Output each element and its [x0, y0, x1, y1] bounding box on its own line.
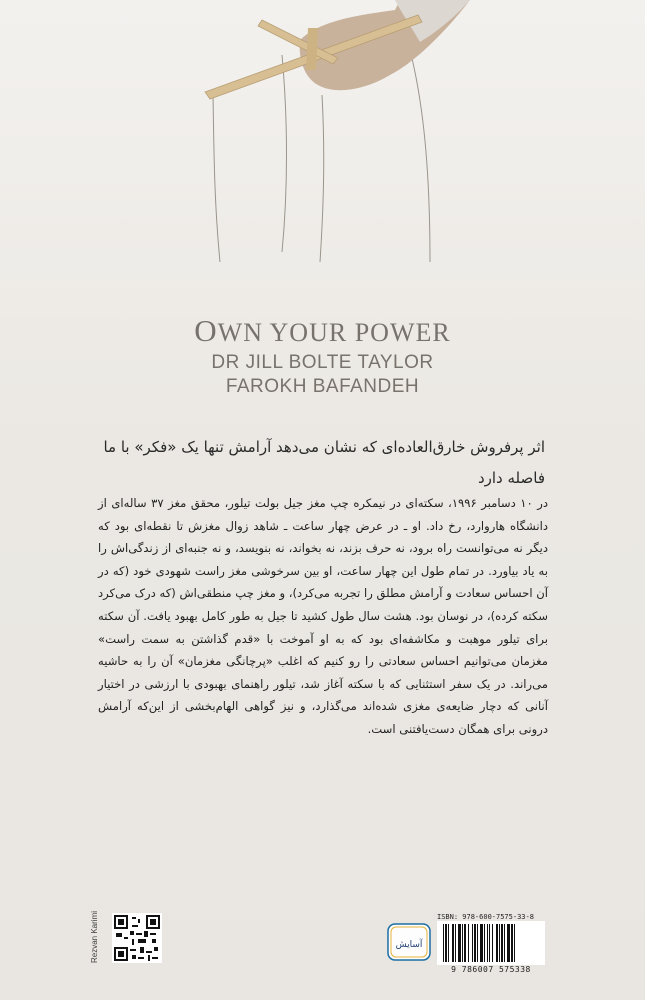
book-description: در ۱۰ دسامبر ۱۹۹۶، سکته‌ای در نیمکره چپ مغز جیل بولت تیلور، محقق مغز ۳۷ ساله‌ای از دانشگاه هاروارد، رخ داد. او ـ در عرض چهار ساعت ـ شاهد زوال مغزش تا نقطه‌ای بود که دیگر نه می‌توانست راه برود، نه حرف بزند، نه بخواند، نه بنویسد، و نه جنبه‌ای از زندگی‌اش را به یاد بیاورد. در تمام طول این چهار ساعت، او بین سرخوشی مغز راست شهودی خود (که در آن احساس سعادت و آرامش مطلق را تجربه می‌کرد)، و مغز چپ منطقی‌اش (که درک می‌کرد سکته کرده)، در نوسان بود. هشت سال طول کشید تا جیل به طور کامل بهبود یافت. آن سکته برای تیلور موهبت و مکاشفه‌ای بود که به او آموخت با «قدم گذاشتن به سمت راست» مغزمان می‌توانیم احساس سعادتی را رو کنیم که اغلب «پرچانگی مغزمان» آن را به حاشیه می‌راند. در یک سفر استثنایی که با سکته آغاز شد، تیلور راهنمای بهبودی با ارزشی در اختیار آنانی که دچار ضایعه‌ی مغزی شده‌اند می‌گذارد، و نیز گواهی الهام‌بخشی از این‌که آرامش درونی برای همگان دست‌یافتنی است.: [98, 496, 549, 736]
qr-code: [112, 913, 162, 963]
title-initial: O: [194, 313, 218, 348]
marionette-hand-illustration: [0, 0, 645, 300]
barcode: [437, 921, 545, 965]
author-name: DR JILL BOLTE TAYLOR: [211, 352, 434, 373]
translator-name: FAROKH BAFANDEH: [225, 376, 420, 397]
publisher-logo: [384, 921, 434, 963]
title-first-rest: WN: [217, 318, 263, 347]
photographer-credit: Rezvan Karimi: [90, 911, 99, 964]
isbn: ISBN: 978-600-7575-33-8: [437, 913, 534, 921]
tagline: اثر پرفروش خارق‌العاده‌ای که نشان می‌دهد آرامش تنها یک «فکر» با ما فاصله دارد: [103, 438, 545, 487]
publisher-name: آسایش: [395, 940, 423, 950]
title-rest: YOUR POWER: [263, 318, 451, 347]
barcode-digits: 9 786007 575338: [451, 965, 531, 974]
book-title: [0, 313, 645, 349]
